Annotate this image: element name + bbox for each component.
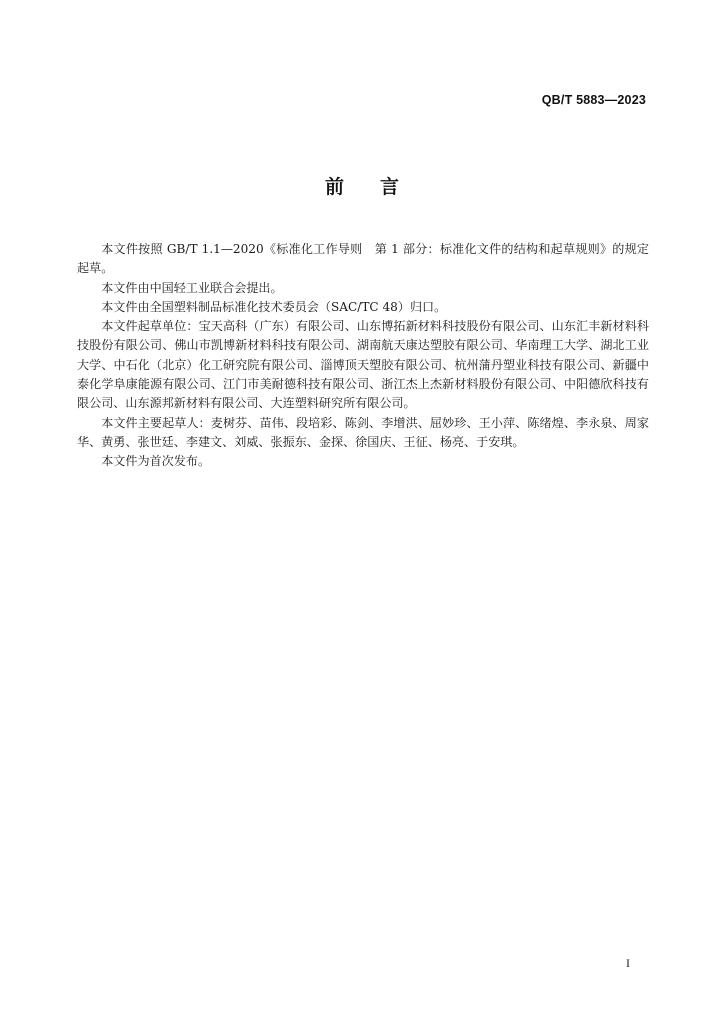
paragraph-proposer: 本文件由中国轻工业联合会提出。 bbox=[101, 280, 283, 295]
paragraph-drafting-units: 本文件起草单位：宝天高科（广东）有限公司、山东博拓新材料科技股份有限公司、山东汇丰新材料科技股份有限公司、佛山市凯博新材料科技有限公司、湖南航天康达塑胶有限公司、华南理工大学、湖北工业大学、中石化（北京）化工研究院有限公司、淄博顶天塑胶有限公司、杭州蒲丹塑业科技有限公司、新疆中泰化学阜康能源有限公司、江门市美耐德科技有限公司、浙江杰上杰新材料股份有限公司、中阳德欣科技有限公司、山东源邦新材料有限公司、大连塑料研究所有限公司。 bbox=[77, 319, 649, 411]
paragraph-first-release: 本文件为首次发布。 bbox=[101, 454, 211, 469]
standard-number: QB/T 5883—2023 bbox=[541, 93, 646, 107]
foreword-body bbox=[77, 240, 649, 472]
paragraph-drafting-rules: 本文件按照 GB/T 1.1—2020《标准化工作导则 第 1 部分：标准化文件的结构和起草规则》的规定起草。 bbox=[77, 242, 649, 276]
page-title: 前言 bbox=[324, 176, 435, 198]
paragraph-main-drafters: 本文件主要起草人：麦树芬、苗伟、段培彩、陈剑、李增洪、屈妙珍、王小萍、陈绪煌、李永泉、周家华、黄勇、张世廷、李建文、刘威、张振东、金探、徐国庆、王征、杨亮、于安琪。 bbox=[77, 415, 649, 449]
paragraph-technical-committee: 本文件由全国塑料制品标准化技术委员会（SAC/TC 48）归口。 bbox=[101, 299, 447, 314]
page-number: I bbox=[626, 956, 630, 970]
